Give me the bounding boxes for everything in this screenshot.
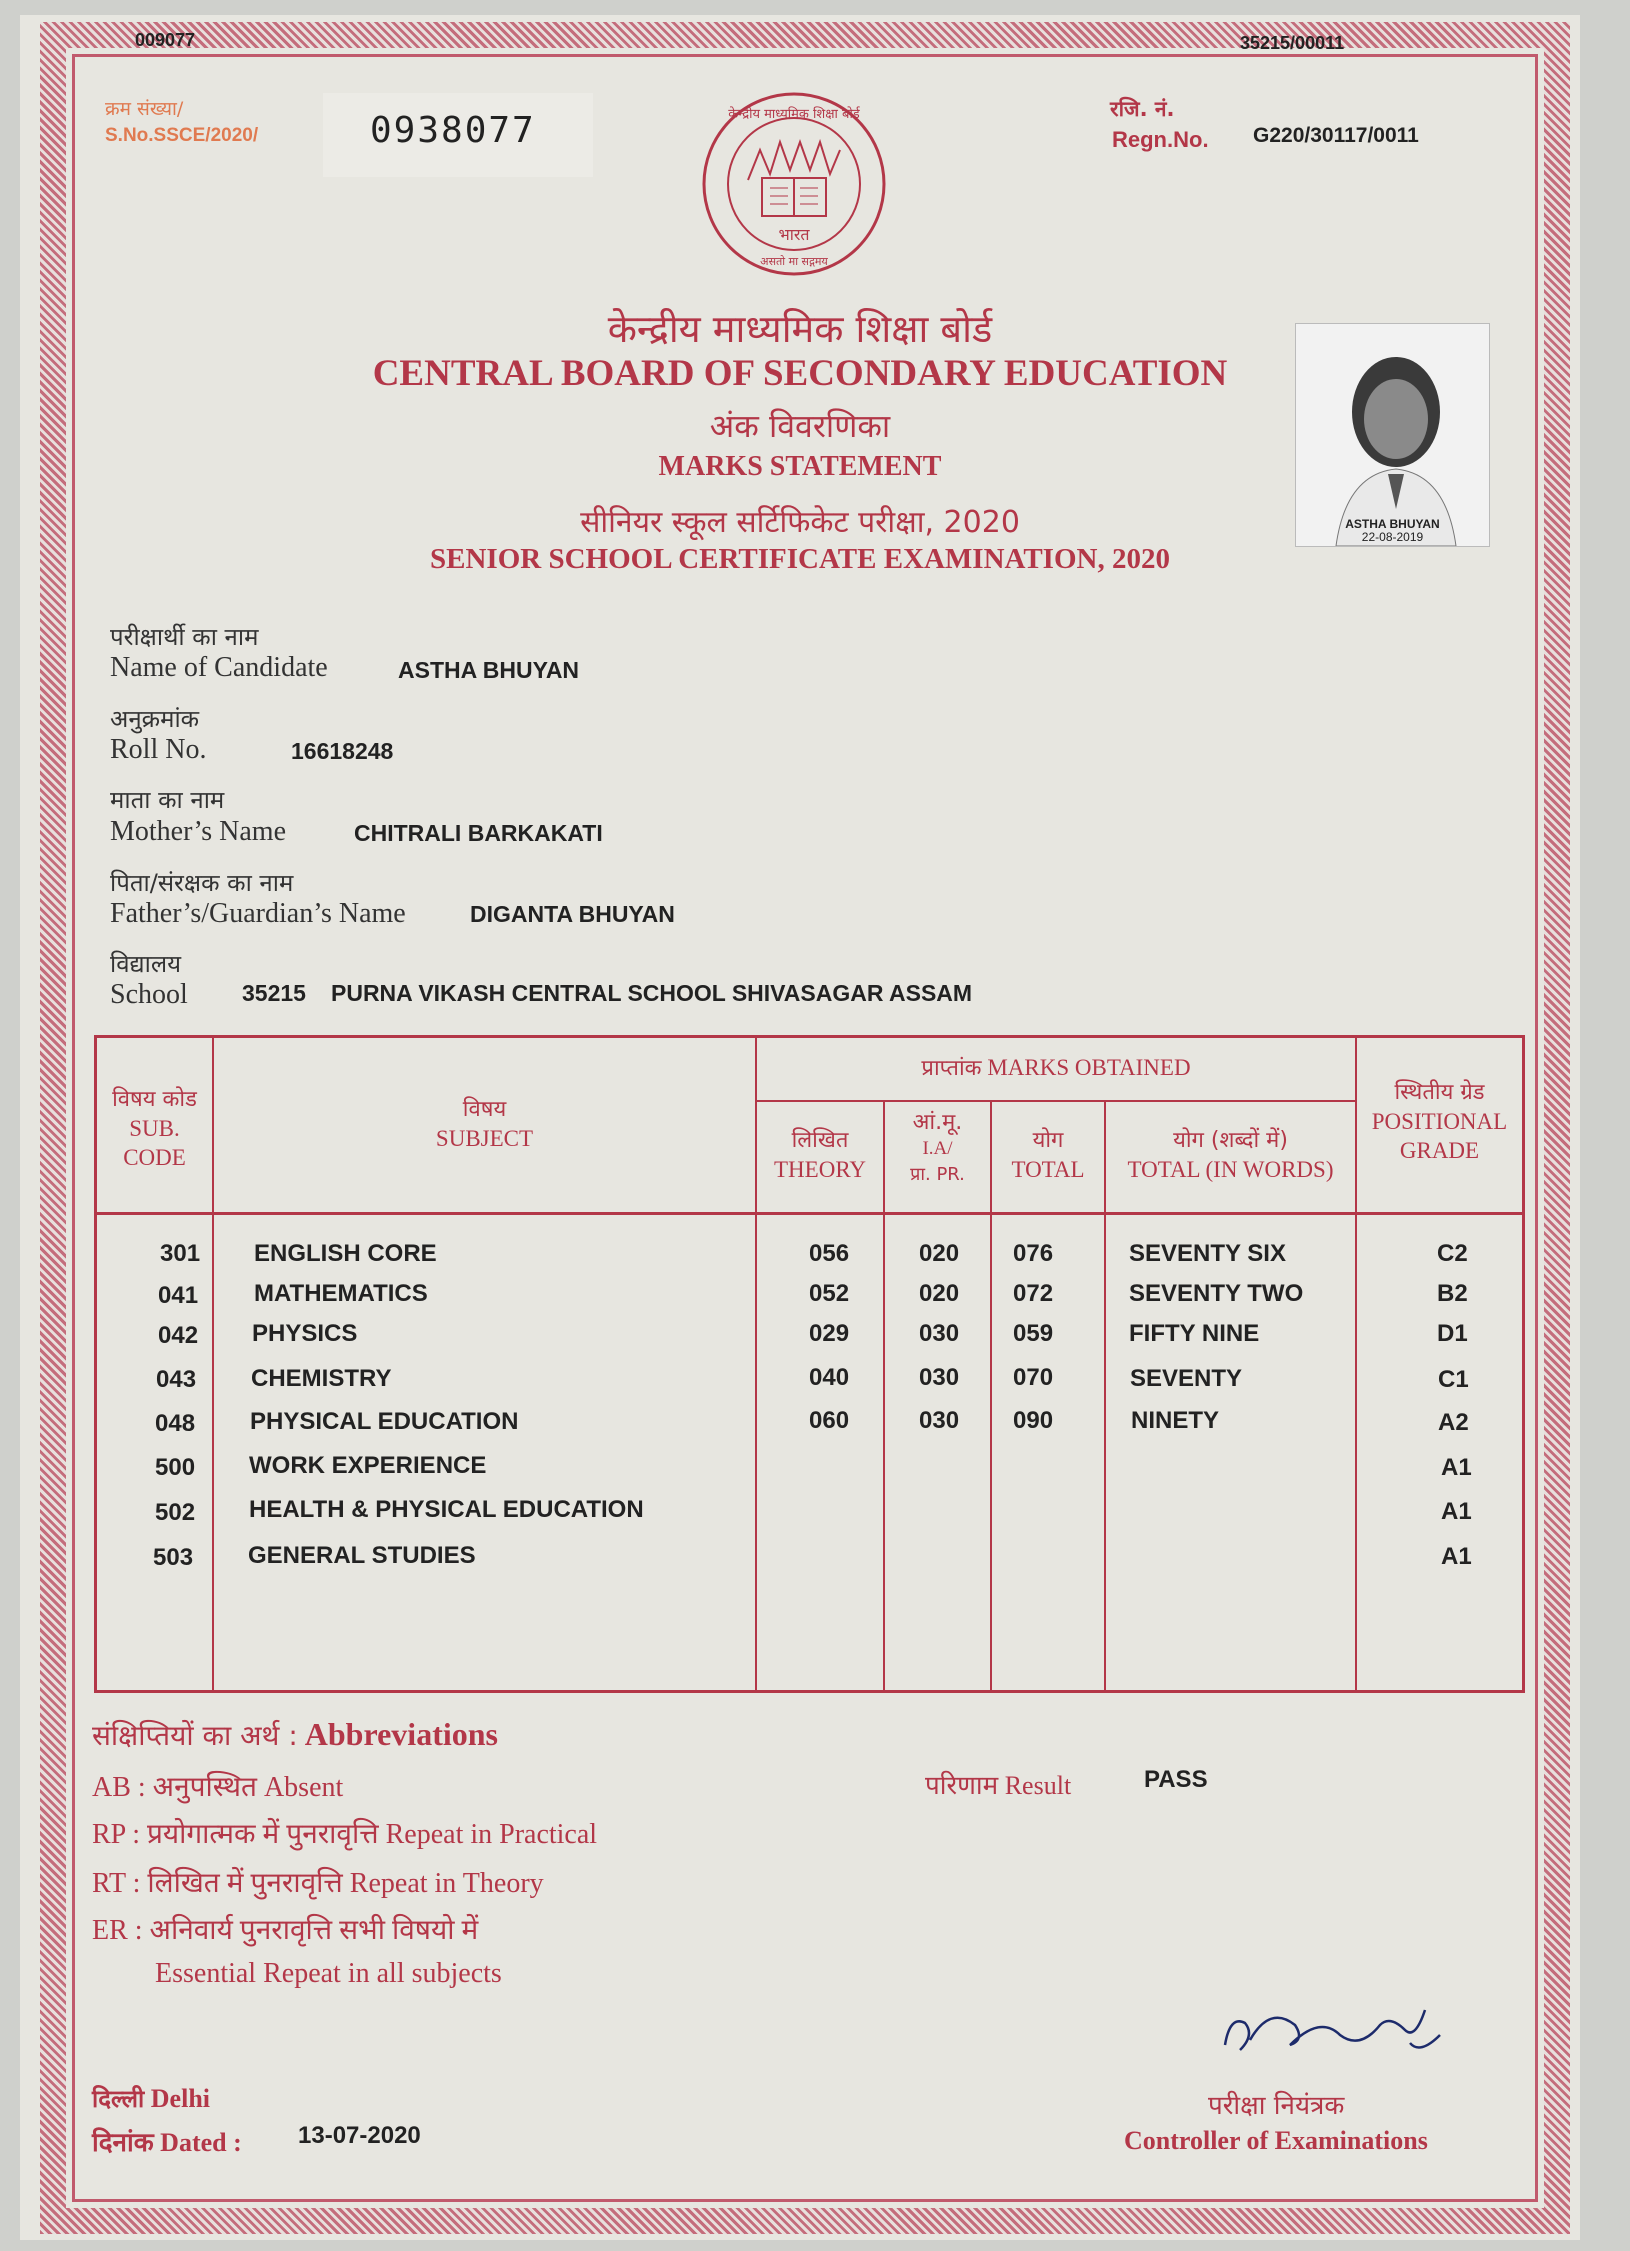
cell-total: 076 bbox=[1013, 1240, 1054, 1267]
table-top-line bbox=[94, 1035, 1525, 1038]
seal-motto: असतो मा सद्गमय bbox=[760, 255, 828, 268]
col-line-4 bbox=[990, 1100, 992, 1693]
table-right-line bbox=[1522, 1035, 1525, 1693]
cell-subject: PHYSICAL EDUCATION bbox=[250, 1408, 519, 1435]
cell-subject: CHEMISTRY bbox=[251, 1365, 392, 1392]
roll-label-hi: अनुक्रमांक bbox=[110, 705, 200, 733]
roll-label-en: Roll No. bbox=[110, 734, 207, 765]
name-label-hi: परीक्षार्थी का नाम bbox=[110, 623, 259, 651]
board-title-hi: केन्द्रीय माध्यमिक शिक्षा बोर्ड bbox=[607, 307, 993, 351]
header-bottom-line bbox=[94, 1212, 1525, 1215]
col-line-3 bbox=[883, 1100, 885, 1693]
header-words-en: TOTAL (IN WORDS) bbox=[1127, 1157, 1334, 1182]
cell-words: NINETY bbox=[1131, 1407, 1220, 1434]
header-code-hi: विषय कोड bbox=[112, 1087, 197, 1112]
cell-ia: 030 bbox=[919, 1364, 960, 1391]
header-grade-hi: स्थितीय ग्रेड bbox=[1394, 1080, 1485, 1105]
cell-code: 042 bbox=[158, 1322, 199, 1349]
header-marks-hi: प्राप्तांक bbox=[921, 1056, 982, 1081]
header-theory bbox=[757, 1126, 883, 1184]
header-subject bbox=[214, 1095, 755, 1153]
regn-label-en: Regn.No. bbox=[1112, 127, 1209, 152]
father-label-en: Father’s/Guardian’s Name bbox=[110, 898, 406, 929]
candidate-photo bbox=[1295, 323, 1490, 547]
cbse-seal-icon bbox=[700, 90, 888, 278]
cell-grade: A1 bbox=[1441, 1454, 1472, 1481]
doc-title-en: MARKS STATEMENT bbox=[658, 451, 942, 482]
header-grade bbox=[1357, 1078, 1522, 1165]
cell-theory: 040 bbox=[809, 1364, 850, 1391]
cell-grade: C2 bbox=[1437, 1240, 1468, 1267]
cell-total: 072 bbox=[1013, 1280, 1054, 1307]
roll-number: 16618248 bbox=[291, 738, 394, 764]
place-en: Delhi bbox=[150, 2084, 211, 2113]
cell-code: 041 bbox=[158, 1282, 199, 1309]
school-name: PURNA VIKASH CENTRAL SCHOOL SHIVASAGAR ASSAM bbox=[331, 980, 973, 1006]
abbreviations-title bbox=[92, 1716, 498, 1754]
cell-total: 070 bbox=[1013, 1364, 1054, 1391]
cell-words: SEVENTY TWO bbox=[1129, 1280, 1304, 1307]
serial-label-hi: क्रम संख्या/ bbox=[105, 98, 184, 120]
abbreviations-title-hi: संक्षिप्तियों का अर्थ : bbox=[92, 1719, 298, 1752]
mother-label-en: Mother’s Name bbox=[110, 816, 286, 847]
cell-subject: HEALTH & PHYSICAL EDUCATION bbox=[249, 1496, 644, 1523]
col-line-5 bbox=[1104, 1100, 1106, 1693]
cell-subject: PHYSICS bbox=[252, 1320, 358, 1347]
abbreviations-title-en: Abbreviations bbox=[304, 1716, 498, 1752]
regn-label-hi: रजि. नं. bbox=[1110, 97, 1175, 121]
header-marks-en: MARKS OBTAINED bbox=[987, 1055, 1191, 1080]
result-label: परिणाम Result bbox=[925, 1771, 1072, 1800]
header-subject-en: SUBJECT bbox=[435, 1126, 534, 1151]
header-code-en2: CODE bbox=[123, 1145, 186, 1170]
cell-words: SEVENTY bbox=[1130, 1365, 1243, 1392]
header-subject-hi: विषय bbox=[462, 1097, 507, 1122]
photo-date: 22-08-2019 bbox=[1361, 530, 1424, 544]
exam-title-hi: सीनियर स्कूल सर्टिफिकेट परीक्षा, 2020 bbox=[580, 505, 1020, 540]
controller-hi: परीक्षा नियंत्रक bbox=[1208, 2091, 1345, 2121]
header-marks-obtained bbox=[757, 1053, 1355, 1083]
cell-grade: A2 bbox=[1438, 1409, 1469, 1436]
abbr-er: ER : अनिवार्य पुनरावृत्ति सभी विषयो में bbox=[92, 1915, 479, 1946]
exam-title-en: SENIOR SCHOOL CERTIFICATE EXAMINATION, 2020 bbox=[430, 543, 1170, 575]
mother-label-hi: माता का नाम bbox=[110, 786, 225, 814]
cell-code: 048 bbox=[155, 1410, 196, 1437]
seal-text-top: केन्द्रीय माध्यमिक शिक्षा बोर्ड bbox=[728, 107, 860, 122]
photo-name: ASTHA BHUYAN bbox=[1345, 517, 1440, 531]
marks-sub-line bbox=[755, 1100, 1355, 1102]
cell-ia: 020 bbox=[919, 1240, 960, 1267]
regn-number: G220/30117/0011 bbox=[1253, 124, 1419, 147]
cell-grade: A1 bbox=[1441, 1498, 1472, 1525]
father-name: DIGANTA BHUYAN bbox=[470, 901, 675, 927]
cell-grade: A1 bbox=[1441, 1543, 1472, 1570]
cell-ia: 020 bbox=[919, 1280, 960, 1307]
top-right-serial: 35215/00011 bbox=[1240, 33, 1345, 53]
cell-code: 500 bbox=[155, 1454, 196, 1481]
header-total-en: TOTAL bbox=[1011, 1157, 1085, 1182]
abbr-er2: Essential Repeat in all subjects bbox=[155, 1958, 502, 1989]
header-grade-en1: POSITIONAL bbox=[1371, 1109, 1508, 1134]
cell-subject: ENGLISH CORE bbox=[254, 1240, 437, 1267]
cell-theory: 052 bbox=[809, 1280, 850, 1307]
cell-subject: MATHEMATICS bbox=[254, 1280, 428, 1307]
cell-theory: 029 bbox=[809, 1320, 850, 1347]
header-ia-en: I.A/ bbox=[922, 1138, 953, 1159]
school-code: 35215 bbox=[242, 980, 306, 1006]
cell-code: 043 bbox=[156, 1366, 197, 1393]
header-theory-en: THEORY bbox=[774, 1157, 866, 1182]
cell-grade: C1 bbox=[1438, 1366, 1469, 1393]
header-total-hi: योग bbox=[1032, 1128, 1064, 1153]
abbr-rp: RP : प्रयोगात्मक में पुनरावृत्ति Repeat in Practical bbox=[92, 1819, 598, 1850]
mother-name: CHITRALI BARKAKATI bbox=[354, 820, 603, 846]
header-words-hi: योग (शब्दों में) bbox=[1173, 1128, 1288, 1153]
top-left-serial: 009077 bbox=[135, 30, 196, 50]
serial-number: 0938077 bbox=[370, 110, 536, 151]
cell-theory: 060 bbox=[809, 1407, 850, 1434]
cell-subject: GENERAL STUDIES bbox=[248, 1542, 476, 1569]
result-value: PASS bbox=[1144, 1766, 1208, 1793]
name-label-en: Name of Candidate bbox=[110, 652, 328, 683]
signature-text: P.Bhardwaj bbox=[1210, 1995, 1215, 1996]
candidate-photo-icon bbox=[1296, 324, 1489, 546]
table-bottom-line bbox=[94, 1690, 1525, 1693]
issue-date: 13-07-2020 bbox=[298, 2122, 421, 2149]
controller-en: Controller of Examinations bbox=[1124, 2126, 1428, 2155]
header-words bbox=[1106, 1126, 1355, 1184]
header-sub-code bbox=[97, 1085, 212, 1172]
signature-icon bbox=[1210, 1995, 1450, 2065]
cell-total: 059 bbox=[1013, 1320, 1054, 1347]
board-title-en: CENTRAL BOARD OF SECONDARY EDUCATION bbox=[372, 353, 1228, 394]
seal-text-mid: भारत bbox=[778, 225, 810, 244]
cell-words: FIFTY NINE bbox=[1129, 1320, 1260, 1347]
place bbox=[92, 2082, 210, 2115]
cell-code: 502 bbox=[155, 1499, 196, 1526]
header-ia bbox=[885, 1110, 990, 1188]
header-code-en1: SUB. bbox=[129, 1116, 180, 1141]
doc-title-hi: अंक विवरणिका bbox=[709, 407, 891, 445]
cell-theory: 056 bbox=[809, 1240, 850, 1267]
header-ia-pr: प्रा. PR. bbox=[910, 1164, 965, 1185]
cell-total: 090 bbox=[1013, 1407, 1054, 1434]
cell-grade: B2 bbox=[1437, 1280, 1468, 1307]
header-grade-en2: GRADE bbox=[1399, 1138, 1480, 1163]
school-label-hi: विद्यालय bbox=[110, 950, 182, 978]
cell-ia: 030 bbox=[919, 1320, 960, 1347]
cell-subject: WORK EXPERIENCE bbox=[249, 1452, 487, 1479]
cell-code: 301 bbox=[160, 1240, 201, 1267]
candidate-name: ASTHA BHUYAN bbox=[398, 657, 580, 683]
serial-label-en: S.No.SSCE/2020/ bbox=[105, 125, 259, 146]
cell-code: 503 bbox=[153, 1544, 194, 1571]
abbr-rt: RT : लिखित में पुनरावृत्ति Repeat in Theory bbox=[92, 1868, 544, 1899]
cell-ia: 030 bbox=[919, 1407, 960, 1434]
father-label-hi: पिता/संरक्षक का नाम bbox=[110, 869, 294, 897]
header-total bbox=[992, 1126, 1104, 1184]
abbr-ab: AB : अनुपस्थित Absent bbox=[92, 1772, 344, 1803]
header-theory-hi: लिखित bbox=[791, 1128, 849, 1153]
cell-words: SEVENTY SIX bbox=[1129, 1240, 1286, 1267]
header-ia-hi: आं.मू. bbox=[912, 1110, 963, 1135]
place-hi: दिल्ली bbox=[92, 2085, 145, 2113]
school-label-en: School bbox=[110, 979, 188, 1010]
cell-grade: D1 bbox=[1437, 1320, 1468, 1347]
date-label: दिनांक Dated : bbox=[92, 2128, 242, 2157]
